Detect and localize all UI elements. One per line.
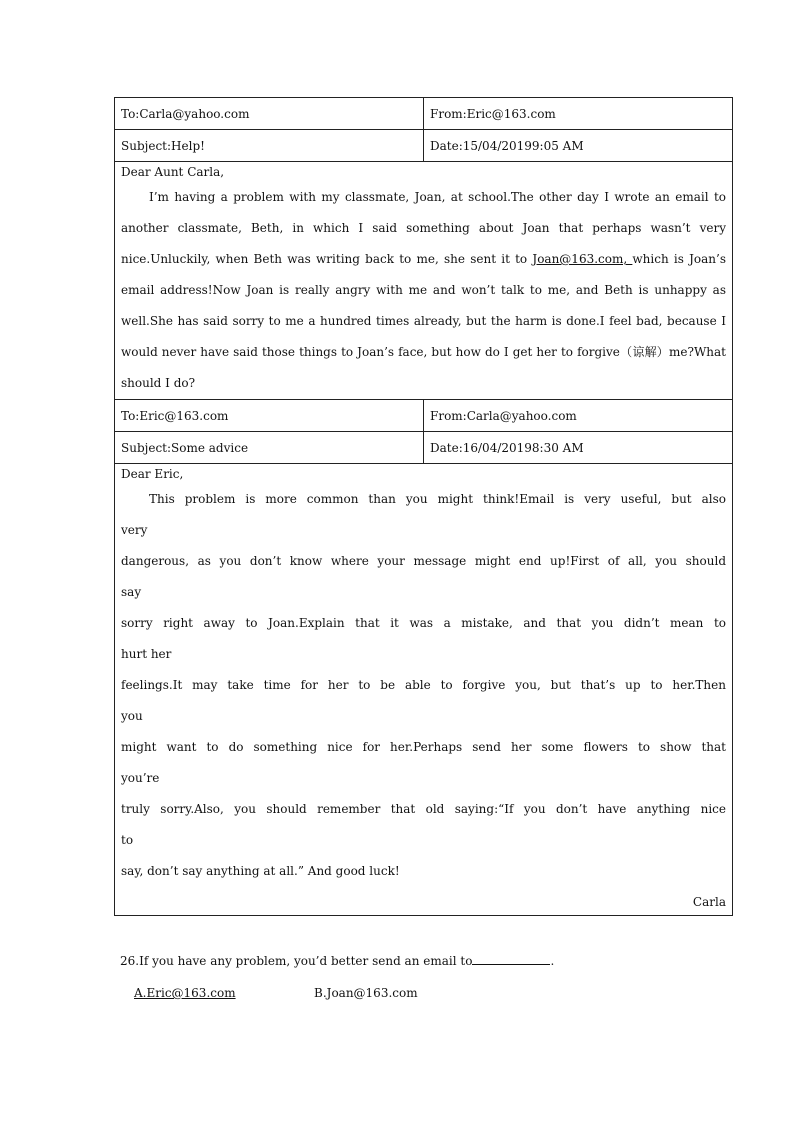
email2-line: you [121, 709, 143, 723]
email1-body-part1: I’m having a problem with my classmate, Joan, at school.The other day I wrote an email to another classmate, Beth, in which I said something about Joan that perhaps wasn’t very nice.Unluckily, when Beth was writing back to me, she sent it to [121, 190, 726, 266]
email2-signature: Carla [692, 895, 726, 909]
email2-line: dangerous, as you don’t know where your message might end up!First of all, you should [121, 554, 726, 568]
email2-line: say [121, 585, 142, 599]
email2-body [115, 464, 733, 916]
email2-line: feelings.It may take time for her to be able to forgive you, but that’s up to her.Then [121, 678, 726, 692]
email1-from: From:Eric@163.com [424, 98, 733, 130]
question-end: . [550, 954, 555, 968]
email1-to: To:Carla@yahoo.com [115, 98, 424, 130]
email2-subject: Subject:Some advice [115, 432, 424, 464]
email2-paragraph [121, 484, 726, 887]
email1-subject: Subject:Help! [115, 130, 424, 162]
option-a: A.Eric@163.com [134, 986, 236, 1000]
email2-from: From:Carla@yahoo.com [424, 400, 733, 432]
email2-line: might want to do something nice for her.Perhaps send her some flowers to show that [121, 740, 726, 754]
email1-paragraph [121, 182, 726, 399]
email2-greeting: Dear Eric, [121, 467, 184, 481]
answer-blank [472, 950, 550, 965]
email2-line: truly sorry.Also, you should remember that old saying:“If you don’t have anything nice [121, 802, 726, 816]
email2-line: to [121, 833, 134, 847]
email2-line: This problem is more common than you might think!Email is very useful, but also [149, 492, 726, 506]
email1-body-part2: which is Joan’s email address!Now Joan is really angry with me and won’t talk to me, and Beth is unhappy as well.She has said sorry to me a hundred times already, but the harm is done.I feel bad, because I would never have said those things to Joan’s face, but how do I get her to forgive（谅解）me?What should I do? [121, 252, 727, 390]
email2-line: you’re [121, 771, 160, 785]
email1-body [115, 162, 733, 400]
email2-line: say, don’t say anything at all.” And good luck! [121, 864, 400, 878]
email1-greeting: Dear Aunt Carla, [121, 165, 225, 179]
email2-line: hurt her [121, 647, 172, 661]
email2-date: Date:16/04/20198:30 AM [424, 432, 733, 464]
email2-to: To:Eric@163.com [115, 400, 424, 432]
email1-date: Date:15/04/20199:05 AM [424, 130, 733, 162]
email2-line: sorry right away to Joan.Explain that it was a mistake, and that you didn’t mean to [121, 616, 726, 630]
joan-email-link: Joan@163.com, [532, 252, 633, 266]
email-table [114, 97, 733, 916]
option-b: B.Joan@163.com [314, 986, 418, 1000]
question-text: 26.If you have any problem, you’d better send an email to [120, 954, 473, 968]
question-26 [120, 950, 554, 971]
email2-line: very [121, 523, 148, 537]
